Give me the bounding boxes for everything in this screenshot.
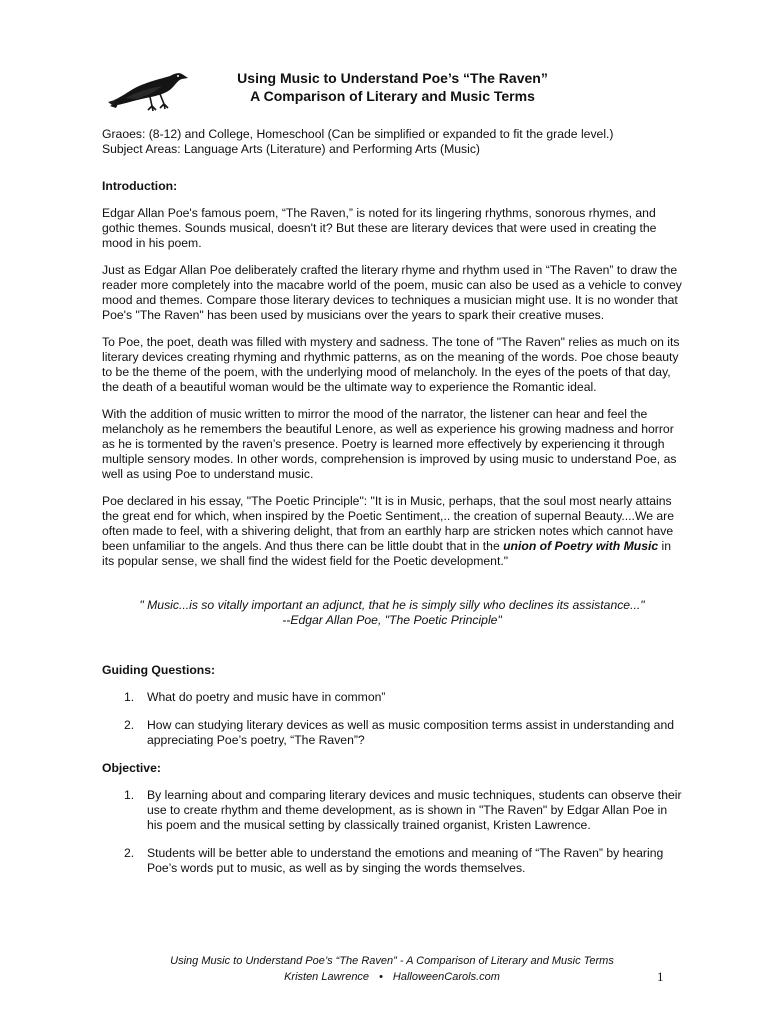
list-item xyxy=(102,718,682,748)
list-item xyxy=(102,846,682,876)
page-footer xyxy=(100,953,684,985)
list-number: 2. xyxy=(124,718,135,732)
intro-paragraph-5 xyxy=(102,494,682,569)
title-line-1: Using Music to Understand Poe’s “The Raven” xyxy=(237,70,548,86)
list-item-text: Students will be better able to understand the emotions and meaning of “The Raven” by hearing Poe’s words put to music, as well as by singing the words themselves. xyxy=(147,846,664,875)
document-title xyxy=(200,69,585,105)
footer-credit xyxy=(100,969,684,985)
meta-block xyxy=(102,127,682,157)
p5-text-after: in its popular sense, we shall find the widest field for the Poetic development." xyxy=(102,539,672,568)
list-item-text: What do poetry and music have in common” xyxy=(147,690,386,704)
title-line-2: A Comparison of Literary and Music Terms xyxy=(250,88,535,104)
page-number: 1 xyxy=(657,969,664,984)
footer-title: Using Music to Understand Poe’s “The Raven” - A Comparison of Literary and Music Terms xyxy=(170,955,614,967)
list-number: 2. xyxy=(124,846,135,860)
guiding-questions-list xyxy=(102,690,682,748)
intro-paragraph-4: With the addition of music written to mirror the mood of the narrator, the listener can hear and feel the melancholy as he remembers the beautiful Lenore, as well as experience his growing madness and horror as he is tormented by the raven’s presence. Poetry is learned more effectively by experiencing it through multiple sensory modes. In other words, comprehension is improved by using music to understand Poe, as well as using Poe to understand music. xyxy=(102,407,677,481)
p5-text-before: Poe declared in his essay, "The Poetic Principle": "It is in Music, perhaps, that the soul most nearly attains the great end for which, when inspired by the Poetic Sentiment,.. the creation of supernal Beauty....We are often made to feel, with a shivering delight, that from an earthly harp are stricken notes which cannot have been unfamiliar to the angels. And thus there can be little doubt that in the xyxy=(102,494,675,553)
list-item-text: How can studying literary devices as well as music composition terms assist in understanding and appreciating Poe’s poetry, “The Raven”? xyxy=(147,718,675,747)
bullet-icon: • xyxy=(379,971,383,983)
footer-site: HalloweenCarols.com xyxy=(392,971,500,983)
intro-paragraph-1: Edgar Allan Poe's famous poem, “The Raven,” is noted for its lingering rhythms, sonorous rhymes, and gothic themes. Sounds musical, doesn't it? But these are literary devices that were used in creating the mood in his poem. xyxy=(102,206,657,250)
intro-paragraph-2: Just as Edgar Allan Poe deliberately crafted the literary rhyme and rhythm used in “The Raven” to draw the reader more completely into the macabre world of the poem, music can also be used as a vehicle to convey mood and themes. Compare those literary devices to techniques a musician might use. It is no wonder that Poe's "The Raven" has been used by musicians over the years to spark their creative muses. xyxy=(102,263,682,322)
list-item-text: By learning about and comparing literary devices and music techniques, students can observe their use to create rhythm and theme development, as is shown in "The Raven" by Edgar Allan Poe in his poem and the musical setting by classically trained organist, Kristen Lawrence. xyxy=(147,788,682,832)
list-number: 1. xyxy=(124,788,135,802)
list-item xyxy=(102,788,682,833)
quote-attribution: --Edgar Allan Poe, "The Poetic Principle" xyxy=(282,613,502,627)
intro-paragraph-3: To Poe, the poet, death was filled with mystery and sadness. The tone of "The Raven" relies as much on its literary devices creating rhyming and rhythmic patterns, as on the meaning of the words. Poe chose beauty to be the theme of the poem, with the underlying mood of melancholy. In the eyes of the poets of that day, the death of a beautiful woman would be the ultimate way to experience the Romantic ideal. xyxy=(102,335,680,394)
footer-author: Kristen Lawrence xyxy=(284,971,370,983)
list-item xyxy=(102,690,682,705)
guiding-questions-heading: Guiding Questions: xyxy=(102,663,216,677)
grades-line: Graoes: (8-12) and College, Homeschool (Can be simplified or expanded to fit the grade level.) xyxy=(102,127,614,141)
p5-emphasis: union of Poetry with Music xyxy=(503,539,659,553)
raven-icon xyxy=(106,66,190,112)
introduction-heading: Introduction: xyxy=(102,179,178,193)
objective-list xyxy=(102,788,682,876)
quote-text: " Music...is so vitally important an adjunct, that he is simply silly who declines its assistance..." xyxy=(139,598,645,612)
document-body xyxy=(102,127,682,889)
subject-areas-line: Subject Areas: Language Arts (Literature) and Performing Arts (Music) xyxy=(102,142,480,156)
list-number: 1. xyxy=(124,690,135,704)
objective-heading: Objective: xyxy=(102,761,161,775)
poe-quote xyxy=(102,598,682,628)
